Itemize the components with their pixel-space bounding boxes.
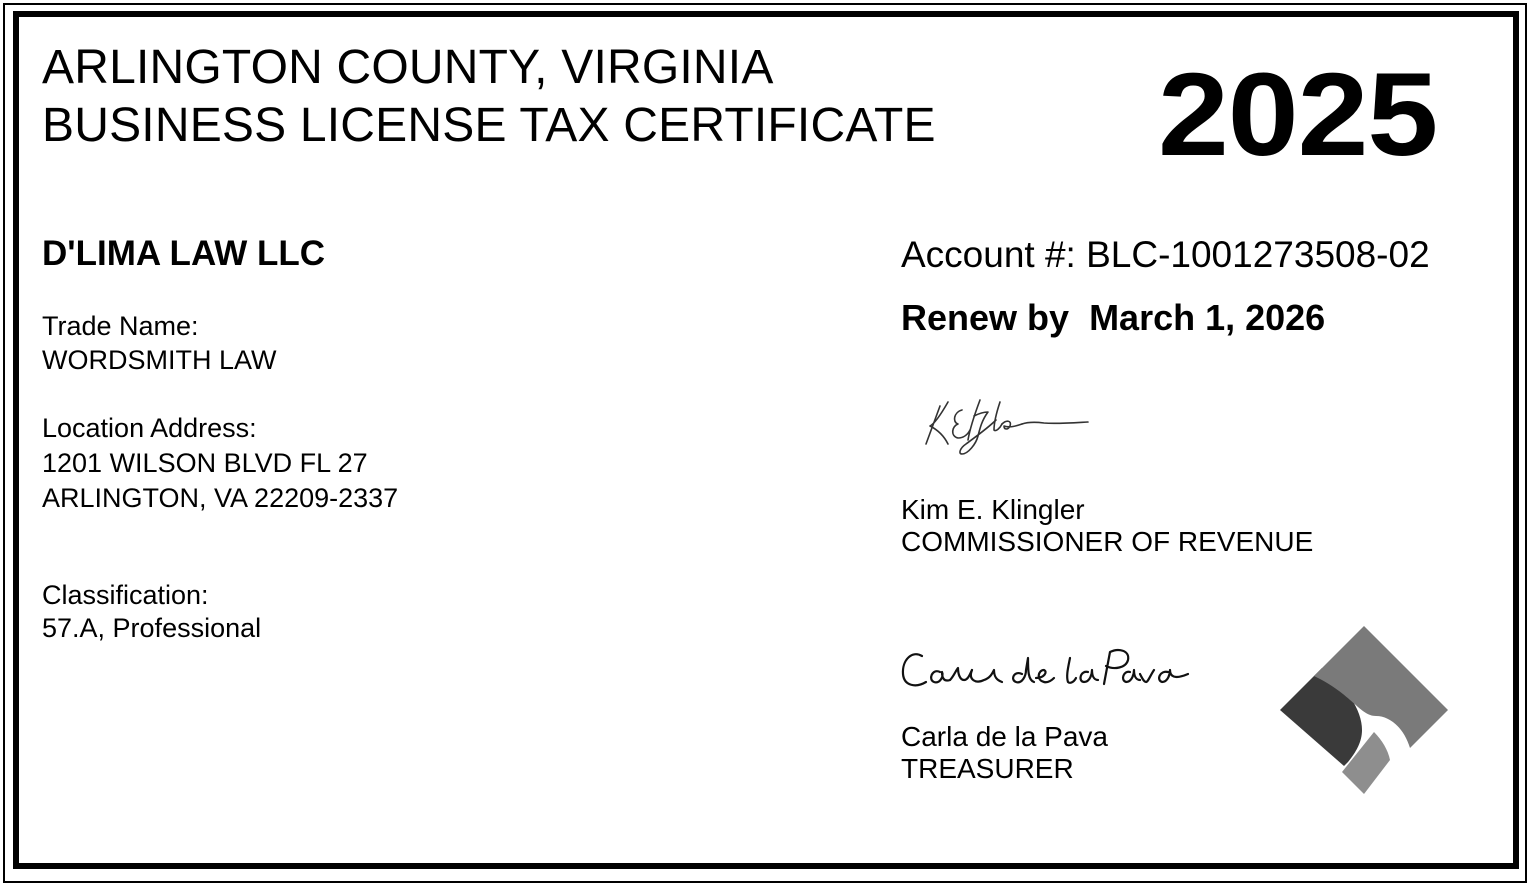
business-name: D'LIMA LAW LLC — [42, 234, 326, 273]
classification-label: Classification: — [42, 580, 209, 610]
commissioner-signature — [918, 392, 1103, 462]
renew-by — [901, 297, 1326, 338]
address-line2: ARLINGTON, VA 22209-2337 — [42, 483, 399, 513]
commissioner-title: COMMISSIONER OF REVENUE — [901, 526, 1314, 557]
renew-by-date: March 1, 2026 — [1089, 297, 1326, 338]
treasurer-name: Carla de la Pava — [901, 721, 1109, 752]
renew-by-label: Renew by — [901, 297, 1070, 338]
certificate-year: 2025 — [1158, 49, 1438, 181]
treasurer-signature — [898, 640, 1198, 700]
treasurer-title: TREASURER — [901, 753, 1074, 784]
commissioner-name: Kim E. Klingler — [901, 494, 1085, 525]
location-address-label: Location Address: — [42, 413, 257, 443]
account-number: Account #: BLC-1001273508-02 — [901, 234, 1430, 275]
address-line1: 1201 WILSON BLVD FL 27 — [42, 448, 368, 478]
arlington-county-logo — [1278, 624, 1450, 796]
certificate-title-line2: BUSINESS LICENSE TAX CERTIFICATE — [42, 99, 936, 152]
trade-name-label: Trade Name: — [42, 311, 199, 341]
certificate-title-line1: ARLINGTON COUNTY, VIRGINIA — [42, 41, 774, 94]
trade-name-value: WORDSMITH LAW — [42, 345, 277, 375]
classification-value: 57.A, Professional — [42, 613, 262, 643]
